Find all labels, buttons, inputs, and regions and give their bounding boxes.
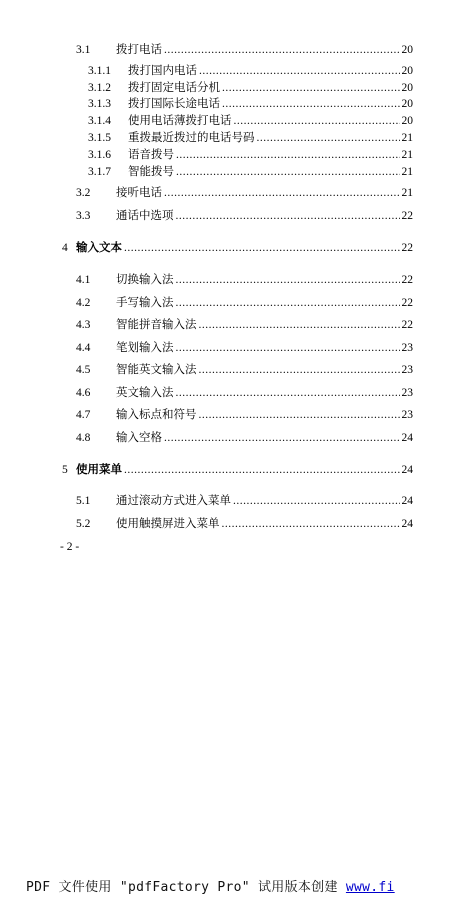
toc-entry-title: 拨打固定电话分机: [128, 82, 220, 94]
toc-entry-title: 重拨最近拨过的电话号码: [128, 132, 255, 144]
toc-entry-page: 23: [401, 409, 413, 421]
toc-entry[interactable]: [88, 131, 413, 145]
toc-entry-page: 21: [401, 132, 413, 144]
toc-entry-title: 切换输入法: [116, 274, 174, 286]
toc-entry-page: 20: [401, 82, 413, 94]
toc-entry-title: 接听电话: [116, 187, 162, 199]
toc-entry-number: 4.5: [76, 364, 91, 376]
toc-entry-number: 3.1.2: [88, 82, 111, 94]
toc-leader-dots: [164, 186, 400, 200]
toc-chapter-entry[interactable]: [62, 463, 413, 477]
toc-entry-page: 20: [401, 98, 413, 110]
toc-leader-dots: [176, 148, 400, 162]
toc-entry[interactable]: [88, 114, 413, 128]
toc-entry-number: 5.1: [76, 495, 91, 507]
toc-entry-number: 5: [62, 464, 68, 476]
toc-entry-number: 4.8: [76, 432, 91, 444]
toc-entry-page: 24: [401, 464, 413, 476]
toc-entry[interactable]: [88, 165, 413, 179]
toc-entry-title: 拨打电话: [116, 44, 162, 56]
toc-leader-dots: [176, 165, 400, 179]
toc-entry-page: 24: [401, 495, 413, 507]
toc-entry-number: 3.1.7: [88, 166, 111, 178]
toc-entry-number: 4.3: [76, 319, 91, 331]
toc-entry-page: 22: [401, 210, 413, 222]
toc-entry-number: 3.1.1: [88, 65, 111, 77]
toc-leader-dots: [124, 241, 400, 255]
toc-leader-dots: [234, 114, 400, 128]
toc-entry-title: 使用触摸屏进入菜单: [116, 518, 220, 530]
toc-leader-dots: [176, 273, 400, 287]
toc-entry-number: 3.1: [76, 44, 91, 56]
toc-entry-title: 智能拼音输入法: [116, 319, 197, 331]
toc-leader-dots: [199, 363, 400, 377]
toc-entry-number: 3.3: [76, 210, 91, 222]
toc-entry[interactable]: [76, 43, 413, 57]
toc-entry-title: 输入文本: [76, 242, 122, 254]
toc-entry-title: 拨打国际长途电话: [128, 98, 220, 110]
toc-entry-number: 3.1.3: [88, 98, 111, 110]
toc-entry[interactable]: [76, 363, 413, 377]
toc-entry[interactable]: [76, 408, 413, 422]
toc-leader-dots: [257, 131, 400, 145]
toc-leader-dots: [164, 43, 400, 57]
toc-entry-number: 3.1.6: [88, 149, 111, 161]
toc-entry-title: 拨打国内电话: [128, 65, 197, 77]
toc-leader-dots: [199, 64, 400, 78]
toc-leader-dots: [199, 318, 400, 332]
toc-entry-number: 4.2: [76, 297, 91, 309]
toc-entry[interactable]: [76, 273, 413, 287]
toc-entry-title: 手写输入法: [116, 297, 174, 309]
toc-leader-dots: [199, 408, 400, 422]
toc-entry[interactable]: [76, 386, 413, 400]
toc-entry-page: 21: [401, 149, 413, 161]
toc-entry-page: 23: [401, 342, 413, 354]
toc-entry-page: 20: [401, 115, 413, 127]
pdf-watermark-footer: [26, 876, 395, 895]
toc-entry-number: 4.1: [76, 274, 91, 286]
toc-entry-number: 3.1.4: [88, 115, 111, 127]
footer-link[interactable]: www.fi: [345, 880, 395, 895]
toc-entry-page: 22: [401, 274, 413, 286]
toc-entry[interactable]: [76, 341, 413, 355]
toc-entry[interactable]: [88, 64, 413, 78]
toc-leader-dots: [176, 341, 400, 355]
toc-entry[interactable]: [88, 81, 413, 95]
toc-entry[interactable]: [76, 186, 413, 200]
toc-entry-page: 22: [401, 319, 413, 331]
toc-entry-page: 23: [401, 387, 413, 399]
toc-leader-dots: [176, 386, 400, 400]
toc-entry-title: 输入标点和符号: [116, 409, 197, 421]
toc-entry[interactable]: [76, 517, 413, 531]
toc-entry-title: 笔划输入法: [116, 342, 174, 354]
toc-entry-number: 4.6: [76, 387, 91, 399]
toc-entry-number: 4: [62, 242, 68, 254]
toc-entry-title: 智能英文输入法: [116, 364, 197, 376]
toc-entry-page: 21: [401, 166, 413, 178]
toc-leader-dots: [222, 97, 400, 111]
toc-entry[interactable]: [88, 148, 413, 162]
toc-leader-dots: [164, 431, 400, 445]
toc-entry-number: 3.1.5: [88, 132, 111, 144]
toc-leader-dots: [222, 81, 400, 95]
toc-entry-number: 4.7: [76, 409, 91, 421]
footer-text: PDF 文件使用 "pdfFactory Pro" 试用版本创建: [26, 880, 346, 895]
toc-entry-page: 21: [401, 187, 413, 199]
toc-entry-number: 4.4: [76, 342, 91, 354]
toc-entry-page: 24: [401, 432, 413, 444]
toc-leader-dots: [176, 296, 400, 310]
toc-entry-page: 22: [401, 297, 413, 309]
toc-entry-page: 22: [401, 242, 413, 254]
toc-entry-title: 通过滚动方式进入菜单: [116, 495, 231, 507]
toc-entry-title: 智能拨号: [128, 166, 174, 178]
toc-entry-number: 5.2: [76, 518, 91, 530]
toc-entry-title: 英文输入法: [116, 387, 174, 399]
toc-entry[interactable]: [76, 431, 413, 445]
toc-leader-dots: [233, 494, 400, 508]
toc-entry-title: 通话中选项: [116, 210, 174, 222]
toc-entry[interactable]: [76, 494, 413, 508]
toc-leader-dots: [176, 209, 400, 223]
toc-leader-dots: [222, 517, 400, 531]
toc-leader-dots: [124, 463, 400, 477]
toc-entry-title: 输入空格: [116, 432, 162, 444]
toc-chapter-entry[interactable]: [62, 241, 413, 255]
page-number: - 2 -: [60, 541, 80, 553]
toc-entry[interactable]: [76, 318, 413, 332]
toc-entry-page: 24: [401, 518, 413, 530]
toc-entry-page: 20: [401, 65, 413, 77]
toc-entry[interactable]: [88, 97, 413, 111]
toc-entry-title: 使用菜单: [76, 464, 122, 476]
toc-entry[interactable]: [76, 209, 413, 223]
toc-entry-title: 使用电话薄拨打电话: [128, 115, 232, 127]
toc-entry[interactable]: [76, 296, 413, 310]
toc-entry-page: 23: [401, 364, 413, 376]
toc-entry-number: 3.2: [76, 187, 91, 199]
toc-entry-page: 20: [401, 44, 413, 56]
toc-entry-title: 语音拨号: [128, 149, 174, 161]
